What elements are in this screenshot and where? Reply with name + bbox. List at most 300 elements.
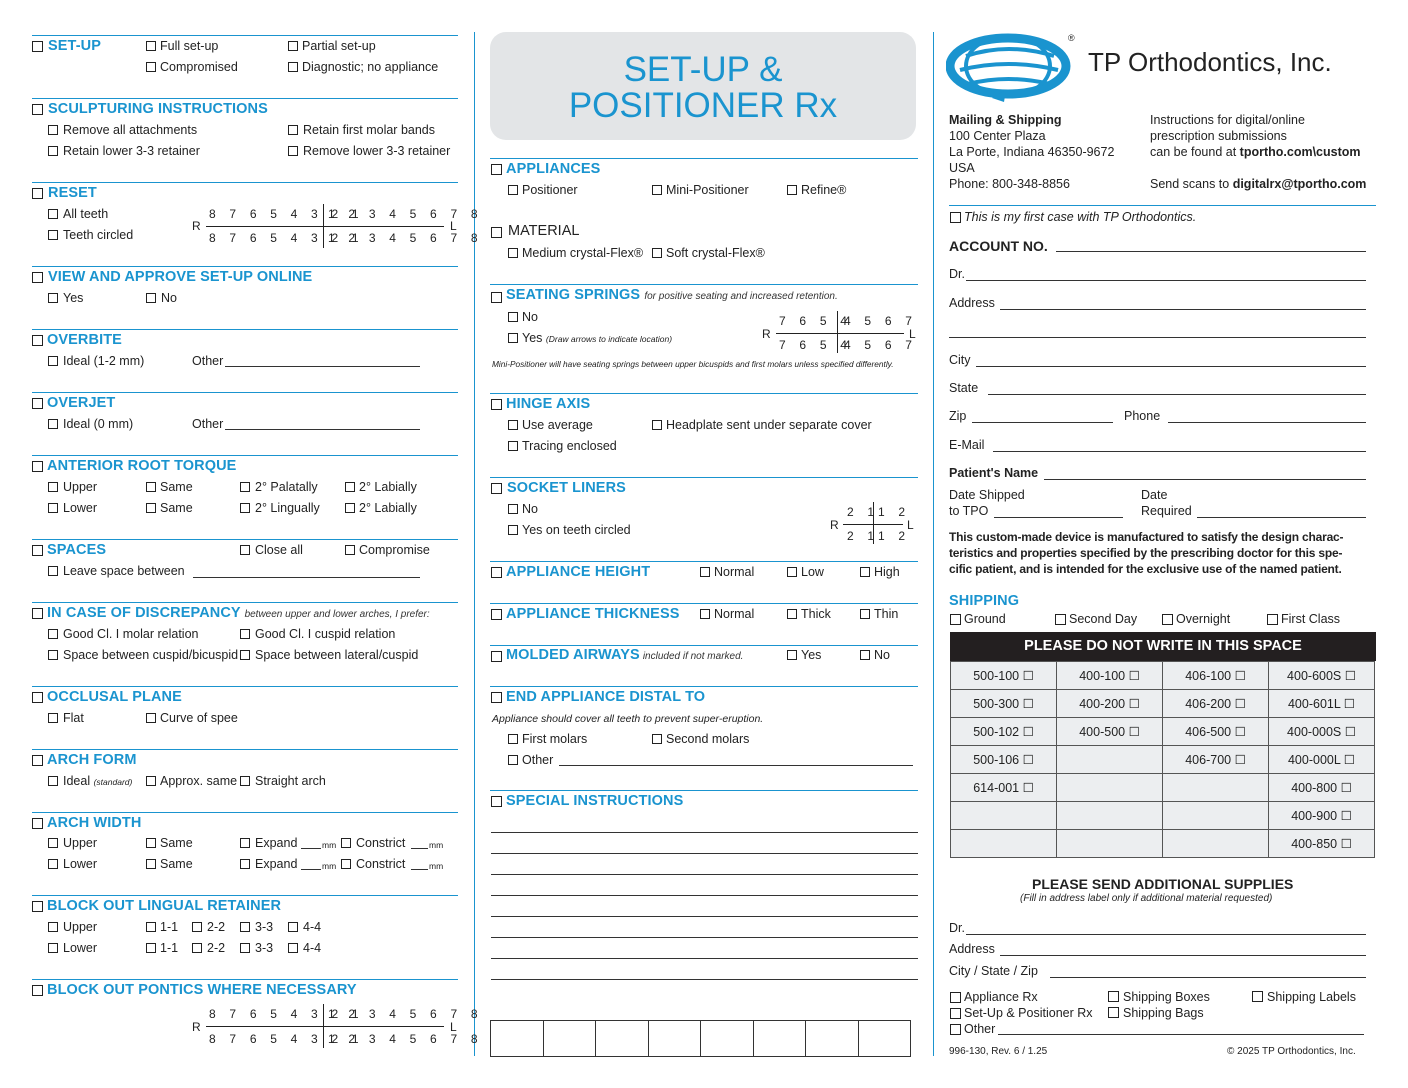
ling-44-label: 4-4 — [303, 941, 322, 955]
full-setup-checkbox[interactable] — [146, 41, 156, 51]
overjet-ideal-label: Ideal (0 mm) — [63, 417, 134, 431]
grid-cell — [1057, 830, 1163, 858]
constrict-lower-checkbox[interactable] — [341, 859, 351, 869]
thick-normal-checkbox[interactable] — [700, 609, 710, 619]
airways-no-checkbox[interactable] — [860, 650, 870, 660]
distal-other-checkbox[interactable] — [508, 755, 518, 765]
tooth-chart-vline — [873, 502, 874, 544]
expand-upper-checkbox[interactable] — [240, 838, 250, 848]
grid-cell — [951, 802, 1057, 830]
ling-lower-33-checkbox[interactable] — [240, 943, 250, 953]
tooth-row: 8 7 6 5 4 3 2 1 — [209, 231, 364, 245]
entry-box[interactable] — [648, 1021, 701, 1057]
overjet-checkbox[interactable] — [32, 398, 43, 409]
reset-checkbox[interactable] — [32, 188, 43, 199]
torque-labially-label: 2° Labially — [359, 501, 417, 515]
ideal-form-text: Ideal — [63, 774, 91, 788]
tooth-chart-vline — [323, 204, 324, 248]
space-cuspid-checkbox[interactable] — [48, 650, 58, 660]
height-normal-label: Normal — [714, 565, 755, 579]
spaces-checkbox[interactable] — [32, 545, 43, 556]
view-yes-checkbox[interactable] — [48, 293, 58, 303]
expand-lower-line[interactable] — [301, 869, 321, 870]
supplies-title: PLEASE SEND ADDITIONAL SUPPLIES — [1032, 876, 1294, 892]
special-line[interactable] — [491, 937, 918, 938]
section-rule — [949, 205, 1376, 206]
zip-line[interactable] — [972, 422, 1113, 423]
grid-cell: 400-000L ☐ — [1269, 746, 1375, 774]
all-teeth-label: All teeth — [63, 207, 109, 221]
torque-upper-labially-checkbox[interactable] — [345, 482, 355, 492]
ideal-form-checkbox[interactable] — [48, 776, 58, 786]
socket-title: SOCKET LINERS — [507, 480, 626, 496]
overnight-checkbox[interactable] — [1162, 614, 1173, 625]
mailing-title: Mailing & Shipping — [949, 113, 1062, 127]
left-marker: L — [907, 518, 919, 532]
curve-label: Curve of spee — [160, 711, 238, 725]
straight-arch-checkbox[interactable] — [240, 776, 250, 786]
grid-cell: 406-100 ☐ — [1163, 662, 1269, 690]
section-rule — [490, 603, 918, 604]
special-line[interactable] — [491, 853, 918, 854]
tooth-chart-vline — [837, 311, 838, 353]
grid-row — [951, 774, 1375, 802]
grid-row — [951, 802, 1375, 830]
springs-no-label: No — [522, 310, 538, 324]
address-line-2[interactable] — [949, 337, 1366, 338]
special-line[interactable] — [491, 832, 918, 833]
thick-thick-label: Thick — [801, 607, 831, 621]
width-upper-same-checkbox[interactable] — [146, 838, 156, 848]
discrep-checkbox[interactable] — [32, 608, 43, 619]
first-molars-label: First molars — [522, 732, 588, 746]
molar-relation-checkbox[interactable] — [48, 629, 58, 639]
remove-attachments-checkbox[interactable] — [48, 125, 58, 135]
torque-lingually-checkbox[interactable] — [240, 503, 250, 513]
appliance-rx-checkbox[interactable] — [950, 992, 961, 1003]
torque-lower-same-checkbox[interactable] — [146, 503, 156, 513]
remove-retainer-label: Remove lower 3-3 retainer — [303, 144, 451, 158]
right-marker: R — [192, 219, 206, 233]
torque-upper-checkbox[interactable] — [48, 482, 58, 492]
tooth-chart-hline — [776, 333, 904, 334]
disclaimer-line2: teristics and properties specified by the prescribing doctor for this spe- — [949, 546, 1343, 560]
refine-label: Refine® — [801, 183, 847, 197]
close-all-label: Close all — [255, 543, 303, 557]
torque-title: ANTERIOR ROOT TORQUE — [47, 458, 237, 474]
setup-title: SET-UP — [48, 38, 101, 54]
distal-other-label: Other — [522, 753, 554, 767]
ling-22-label: 2-2 — [207, 920, 226, 934]
scans-line — [1150, 177, 1366, 191]
view-checkbox[interactable] — [32, 272, 43, 283]
springs-no-checkbox[interactable] — [508, 312, 518, 322]
remove-attachments-label: Remove all attachments — [63, 123, 198, 137]
phone-line[interactable] — [1168, 422, 1366, 423]
supplies-city-line[interactable] — [1050, 977, 1366, 978]
thick-thin-checkbox[interactable] — [860, 609, 870, 619]
required-label: Required — [1141, 504, 1192, 518]
springs-yes-checkbox[interactable] — [508, 333, 518, 343]
form-title-line2: POSITIONER Rx — [568, 86, 838, 125]
section-rule — [32, 686, 458, 687]
socket-no-checkbox[interactable] — [508, 504, 518, 514]
grid-cell: 406-200 ☐ — [1163, 690, 1269, 718]
entry-box[interactable] — [806, 1021, 859, 1057]
mini-positioner-checkbox[interactable] — [652, 185, 662, 195]
supplies-subtitle: (Fill in address label only if additional material requested) — [1020, 893, 1273, 904]
socket-yes-checkbox[interactable] — [508, 525, 518, 535]
constrict-lower-line[interactable] — [411, 869, 428, 870]
grid-cell: 400-200 ☐ — [1057, 690, 1163, 718]
discrep-title-text: IN CASE OF DISCREPANCY — [47, 605, 241, 621]
section-rule — [32, 35, 458, 36]
view-no-checkbox[interactable] — [146, 293, 156, 303]
account-line[interactable] — [1056, 251, 1366, 252]
height-high-checkbox[interactable] — [860, 567, 870, 577]
curve-checkbox[interactable] — [146, 713, 156, 723]
appliances-title: APPLIANCES — [506, 161, 601, 177]
torque-upper-same-checkbox[interactable] — [146, 482, 156, 492]
height-normal-checkbox[interactable] — [700, 567, 710, 577]
ling-upper-33-checkbox[interactable] — [240, 922, 250, 932]
tooth-row: 1 2 3 4 5 6 7 8 — [328, 1032, 483, 1046]
office-use-header: PLEASE DO NOT WRITE IN THIS SPACE — [950, 632, 1376, 661]
thick-checkbox[interactable] — [491, 609, 502, 620]
grid-cell: 400-000S ☐ — [1269, 718, 1375, 746]
tooth-row: 4 5 6 7 — [844, 314, 918, 328]
partial-setup-checkbox[interactable] — [288, 41, 298, 51]
globe-logo-icon — [946, 32, 1078, 102]
view-title: VIEW AND APPROVE SET-UP ONLINE — [48, 269, 313, 285]
headplate-checkbox[interactable] — [652, 420, 662, 430]
width-lower-same-checkbox[interactable] — [146, 859, 156, 869]
ling-upper-44-checkbox[interactable] — [288, 922, 298, 932]
address-label: Address — [949, 296, 995, 310]
tooth-chart-vline — [323, 1004, 324, 1048]
grid-cell — [1057, 774, 1163, 802]
section-rule — [490, 561, 918, 562]
entry-box[interactable] — [701, 1021, 754, 1057]
positioner-checkbox[interactable] — [508, 185, 518, 195]
torque-lower-labially-checkbox[interactable] — [345, 503, 355, 513]
scans-text: Send scans to — [1150, 177, 1233, 191]
address-line[interactable] — [1000, 309, 1366, 310]
grid-cell: 406-500 ☐ — [1163, 718, 1269, 746]
height-low-label: Low — [801, 565, 824, 579]
use-average-checkbox[interactable] — [508, 420, 518, 430]
to-tpo-label: to TPO — [949, 504, 989, 518]
distal-other-line[interactable] — [559, 765, 913, 766]
compromise-label: Compromise — [359, 543, 430, 557]
special-line[interactable] — [491, 958, 918, 959]
date-req-label: Date — [1141, 488, 1168, 502]
grid-cell: 500-100 ☐ — [951, 662, 1057, 690]
leave-space-checkbox[interactable] — [48, 566, 58, 576]
ling-upper-22-checkbox[interactable] — [192, 922, 202, 932]
date-shipped-label: Date Shipped — [949, 488, 1025, 502]
distal-note: Appliance should cover all teeth to prevent super-eruption. — [492, 713, 764, 725]
airways-yes-checkbox[interactable] — [787, 650, 797, 660]
use-average-label: Use average — [522, 418, 593, 432]
ling-lower-11-checkbox[interactable] — [146, 943, 156, 953]
width-lower-checkbox[interactable] — [48, 859, 58, 869]
cuspid-relation-checkbox[interactable] — [240, 629, 250, 639]
constrict-upper-line[interactable] — [411, 848, 428, 849]
expand-lower-checkbox[interactable] — [240, 859, 250, 869]
entry-box[interactable] — [753, 1021, 806, 1057]
pontic-tooth-chart — [192, 1004, 483, 1048]
ling-lower-44-checkbox[interactable] — [288, 943, 298, 953]
springs-yes-sub: (Draw arrows to indicate location) — [545, 334, 673, 344]
setup-rx-checkbox[interactable] — [950, 1008, 961, 1019]
archwidth-title: ARCH WIDTH — [47, 815, 142, 831]
dr-line[interactable] — [966, 280, 1366, 281]
ling-lower-22-checkbox[interactable] — [192, 943, 202, 953]
blockpont-checkbox[interactable] — [32, 985, 43, 996]
right-marker: R — [830, 518, 844, 532]
tracing-checkbox[interactable] — [508, 441, 518, 451]
special-line[interactable] — [491, 916, 918, 917]
springs-yes-text: Yes — [522, 331, 543, 345]
tooth-row: 1 2 — [878, 529, 911, 543]
ling-11-label: 1-1 — [160, 920, 179, 934]
date-required-line[interactable] — [1197, 517, 1366, 518]
height-checkbox[interactable] — [491, 567, 502, 578]
torque-lower-checkbox[interactable] — [48, 503, 58, 513]
date-shipped-line[interactable] — [994, 517, 1123, 518]
refine-checkbox[interactable] — [787, 185, 797, 195]
entry-box[interactable] — [491, 1021, 544, 1057]
address-line1: 100 Center Plaza — [949, 129, 1046, 143]
approx-same-checkbox[interactable] — [146, 776, 156, 786]
supplies-dr-label: Dr. — [949, 921, 965, 935]
section-rule — [32, 602, 458, 603]
grid-cell: 614-001 ☐ — [951, 774, 1057, 802]
constrict-label: Constrict — [356, 857, 406, 871]
shipping-bags-label: Shipping Bags — [1123, 1006, 1204, 1020]
positioner-label: Positioner — [522, 183, 578, 197]
tooth-row: 2 1 — [847, 505, 880, 519]
overjet-ideal-checkbox[interactable] — [48, 419, 58, 429]
retain-retainer-checkbox[interactable] — [48, 146, 58, 156]
entry-box[interactable] — [858, 1021, 911, 1057]
remove-retainer-checkbox[interactable] — [288, 146, 298, 156]
grid-cell — [1057, 746, 1163, 774]
width-upper-checkbox[interactable] — [48, 838, 58, 848]
supplies-dr-line[interactable] — [966, 934, 1366, 935]
section-rule — [32, 182, 458, 183]
tooth-chart-hline — [206, 1026, 444, 1027]
overjet-other-line[interactable] — [225, 429, 420, 430]
first-case-checkbox[interactable] — [950, 212, 961, 223]
entry-box[interactable] — [543, 1021, 596, 1057]
cuspid-relation-label: Good Cl. I cuspid relation — [255, 627, 396, 641]
hinge-checkbox[interactable] — [491, 399, 502, 410]
width-upper-label: Upper — [63, 836, 98, 850]
first-class-checkbox[interactable] — [1267, 614, 1278, 625]
all-teeth-checkbox[interactable] — [48, 209, 58, 219]
torque-lingually-label: 2° Lingually — [255, 501, 320, 515]
socket-yes-label: Yes on teeth circled — [522, 523, 631, 537]
column-divider-2 — [933, 32, 934, 1056]
retain-bands-checkbox[interactable] — [288, 125, 298, 135]
ling-33-label: 3-3 — [255, 941, 274, 955]
tooth-chart-hline — [206, 226, 444, 227]
socket-checkbox[interactable] — [491, 483, 502, 494]
springs-title-text: SEATING SPRINGS — [506, 287, 641, 303]
teeth-circled-label: Teeth circled — [63, 228, 134, 242]
grid-cell — [1057, 802, 1163, 830]
left-marker: L — [450, 219, 462, 233]
torque-same-label: Same — [160, 501, 193, 515]
overbite-other-line[interactable] — [225, 366, 420, 367]
shipping-boxes-label: Shipping Boxes — [1123, 990, 1210, 1004]
overjet-title: OVERJET — [47, 395, 116, 411]
flat-checkbox[interactable] — [48, 713, 58, 723]
diagnostic-checkbox[interactable] — [288, 62, 298, 72]
material-checkbox[interactable] — [491, 227, 502, 238]
ling-upper-11-checkbox[interactable] — [146, 922, 156, 932]
springs-yes-label — [522, 331, 672, 345]
grid-cell — [1163, 830, 1269, 858]
thick-title: APPLIANCE THICKNESS — [506, 606, 680, 622]
airways-subtitle: included if not marked. — [642, 651, 744, 662]
ground-label: Ground — [964, 612, 1006, 626]
medium-flex-checkbox[interactable] — [508, 248, 518, 258]
supplies-other-line[interactable] — [998, 1034, 1364, 1035]
section-rule — [32, 895, 458, 896]
sculpt-title: SCULPTURING INSTRUCTIONS — [48, 101, 268, 117]
occlusal-checkbox[interactable] — [32, 692, 43, 703]
setup-checkbox[interactable] — [32, 41, 43, 52]
office-use-grid — [950, 661, 1375, 858]
special-line[interactable] — [491, 979, 918, 980]
springs-note: Mini-Positioner will have seating springs between upper bicuspids and first molars unless specified differently. — [492, 359, 894, 369]
teeth-circled-checkbox[interactable] — [48, 230, 58, 240]
soft-flex-checkbox[interactable] — [652, 248, 662, 258]
discrep-title — [47, 605, 430, 621]
compromise-checkbox[interactable] — [345, 545, 355, 555]
grid-cell: 400-850 ☐ — [1269, 830, 1375, 858]
state-label: State — [949, 381, 979, 395]
section-rule — [490, 393, 918, 394]
second-day-checkbox[interactable] — [1055, 614, 1066, 625]
tracing-label: Tracing enclosed — [522, 439, 617, 453]
patient-label: Patient's Name — [949, 466, 1039, 480]
thick-thick-checkbox[interactable] — [787, 609, 797, 619]
space-lateral-checkbox[interactable] — [240, 650, 250, 660]
leave-space-line[interactable] — [193, 577, 420, 578]
mini-positioner-label: Mini-Positioner — [666, 183, 749, 197]
entry-box[interactable] — [596, 1021, 649, 1057]
ling-upper-checkbox[interactable] — [48, 922, 58, 932]
first-molars-checkbox[interactable] — [508, 734, 518, 744]
constrict-upper-checkbox[interactable] — [341, 838, 351, 848]
custom-link[interactable]: tportho.com\custom — [1239, 145, 1361, 159]
approx-same-label: Approx. same — [160, 774, 238, 788]
springs-title — [506, 287, 838, 303]
tooth-row: 8 7 6 5 4 3 2 1 — [209, 1007, 364, 1021]
torque-palatally-checkbox[interactable] — [240, 482, 250, 492]
blockpont-title: BLOCK OUT PONTICS WHERE NECESSARY — [47, 982, 357, 998]
overbite-other-label: Other — [192, 354, 224, 368]
headplate-label: Headplate sent under separate cover — [666, 418, 872, 432]
ground-checkbox[interactable] — [950, 614, 961, 625]
address-line2: La Porte, Indiana 46350-9672 — [949, 145, 1115, 159]
first-class-label: First Class — [1281, 612, 1341, 626]
tooth-row: 1 2 — [878, 505, 911, 519]
airways-title-text: MOLDED AIRWAYS — [506, 647, 640, 663]
city-label: City — [949, 353, 971, 367]
shipping-boxes-checkbox[interactable] — [1108, 991, 1119, 1002]
overbite-checkbox[interactable] — [32, 335, 43, 346]
special-line[interactable] — [491, 874, 918, 875]
flat-label: Flat — [63, 711, 84, 725]
grid-cell: 400-601L ☐ — [1269, 690, 1375, 718]
archwidth-checkbox[interactable] — [32, 818, 43, 829]
supplies-address-line[interactable] — [1000, 955, 1366, 956]
torque-same-label: Same — [160, 480, 193, 494]
shipping-bags-checkbox[interactable] — [1108, 1007, 1119, 1018]
patient-line[interactable] — [1044, 479, 1366, 480]
straight-arch-label: Straight arch — [255, 774, 326, 788]
supplies-other-checkbox[interactable] — [950, 1024, 961, 1035]
height-low-checkbox[interactable] — [787, 567, 797, 577]
thick-thin-label: Thin — [874, 607, 899, 621]
company-phone: Phone: 800-348-8856 — [949, 177, 1070, 191]
special-line[interactable] — [491, 895, 918, 896]
appliances-checkbox[interactable] — [491, 164, 502, 175]
special-title: SPECIAL INSTRUCTIONS — [506, 793, 684, 809]
springs-checkbox[interactable] — [491, 292, 502, 303]
overbite-ideal-checkbox[interactable] — [48, 356, 58, 366]
second-molars-checkbox[interactable] — [652, 734, 662, 744]
distal-checkbox[interactable] — [491, 692, 502, 703]
hinge-title: HINGE AXIS — [506, 396, 591, 412]
ling-lower-checkbox[interactable] — [48, 943, 58, 953]
socket-tooth-chart — [830, 502, 925, 544]
airways-title — [506, 647, 743, 663]
discrep-subtitle: between upper and lower arches, I prefer: — [244, 609, 430, 620]
state-line[interactable] — [988, 394, 1366, 395]
mm-label: mm — [429, 840, 444, 850]
city-line[interactable] — [976, 366, 1366, 367]
ling-11-label: 1-1 — [160, 941, 179, 955]
ling-22-label: 2-2 — [207, 941, 226, 955]
sculpt-checkbox[interactable] — [32, 104, 43, 115]
blockling-checkbox[interactable] — [32, 901, 43, 912]
archform-checkbox[interactable] — [32, 755, 43, 766]
special-checkbox[interactable] — [491, 796, 502, 807]
setup-rx-label: Set-Up & Positioner Rx — [964, 1006, 1093, 1020]
height-high-label: High — [874, 565, 900, 579]
compromised-checkbox[interactable] — [146, 62, 156, 72]
expand-label: Expand — [255, 836, 298, 850]
expand-upper-line[interactable] — [301, 848, 321, 849]
close-all-checkbox[interactable] — [240, 545, 250, 555]
grid-cell: 500-300 ☐ — [951, 690, 1057, 718]
scans-email-link[interactable]: digitalrx@tportho.com — [1232, 177, 1367, 191]
torque-checkbox[interactable] — [32, 461, 43, 472]
airways-checkbox[interactable] — [491, 651, 502, 662]
second-molars-label: Second molars — [666, 732, 750, 746]
dr-label: Dr. — [949, 267, 965, 281]
shipping-labels-checkbox[interactable] — [1252, 991, 1263, 1002]
email-line[interactable] — [993, 451, 1366, 452]
disclaimer-line1: This custom-made device is manufactured to satisfy the design charac- — [949, 530, 1344, 544]
address-line3: USA — [949, 161, 975, 175]
